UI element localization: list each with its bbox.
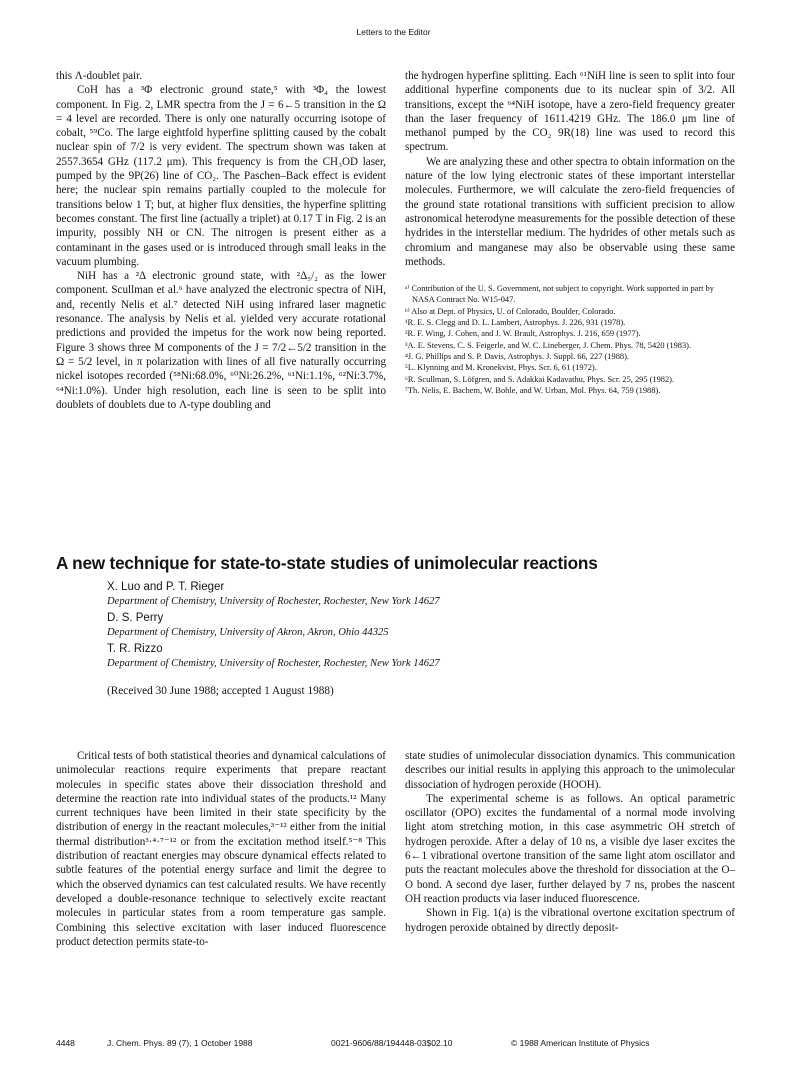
paragraph: state studies of unimolecular dissociation dynamics. This communication describes our initial results in applying this approach to the unimolecular dissociation of hydrogen peroxide (HOOH). xyxy=(405,750,735,791)
author-group xyxy=(107,642,727,671)
running-head: Letters to the Editor xyxy=(356,27,431,37)
author-affiliation: Department of Chemistry, University of Rochester, Rochester, New York 14627 xyxy=(107,596,440,607)
copyright-notice: © 1988 American Institute of Physics xyxy=(511,1038,650,1048)
paragraph: Critical tests of both statistical theories and dynamical calculations of unimolecular reactions require experiments that prepare reactant molecules in specific states above their dissociation threshold and determine the reaction rate into individual states of the products.¹² Many current techniques have been limited in their state specificity by the distribution of energy in the reactant molecules,³⁻¹² either from the initial thermal distribution³·⁴·⁷⁻¹² or from the excitation method itself.⁵⁻⁸ This distribution of reactant energies may obscure dynamical effects related to subtle features of the potential energy surface and limit the degree to which the observed dynamics can test calculated results. We have recently developed a double-resonance technique to selectively excite reactant molecules in particular states from a room temperature gas sample. Combining this selective excitation with laser induced fluorescence product detection permits state-to- xyxy=(56,750,386,948)
footnote: ⁶R. Scullman, S. Löfgren, and S. Adakkai Kadavathu, Phys. Scr. 25, 295 (1982). xyxy=(405,374,675,384)
page-number: 4448 xyxy=(56,1038,75,1048)
page-footer xyxy=(0,1038,787,1052)
footnote: ²R. F. Wing, J. Cohen, and J. W. Brault, Astrophys. J. 216, 659 (1977). xyxy=(405,329,641,339)
footnote: ⁴J. G. Phillips and S. P. Davis, Astrophys. J. Suppl. 66, 227 (1988). xyxy=(405,351,629,361)
article-title: A new technique for state-to-state studies of unimolecular reactions xyxy=(56,553,598,573)
prev-article-left-column xyxy=(56,69,386,412)
paragraph: NiH has a ²Δ electronic ground state, with ²Δ₅/₂ as the lower component. Scullman et al.⁶ have analyzed the electronic spectra of NiH, and, recently Nelis et al.⁷ detected NiH using infrared laser magnetic resonance. The analysis by Nelis et al. yielded very accurate rotational predictions and provided the impetus for the work now being reported. Figure 3 shows three M components of the J = 7/2←5/2 transition in the Ω = 5/2 level, in π polarization with lines of all five naturally occurring nickel isotopes recorded (⁵⁸Ni:68.0%, ⁶⁰Ni:26.2%, ⁶¹Ni:1.1%, ⁶²Ni:3.7%, ⁶⁴Ni:1.0%). Under high resolution, each line is seen to be split into doublets of doublets due to Λ-type doubling and xyxy=(56,270,386,411)
author-name: D. S. Perry xyxy=(107,612,164,624)
author-group xyxy=(107,580,727,609)
article-right-column xyxy=(405,749,735,935)
author-name: X. Luo and P. T. Rieger xyxy=(107,581,225,593)
article-code: 0021-9606/88/194448-03$02.10 xyxy=(331,1038,453,1048)
footnote: ¹R. E. S. Clegg and D. L. Lambert, Astrophys. J. 226, 931 (1978). xyxy=(405,318,626,328)
author-affiliation: Department of Chemistry, University of Rochester, Rochester, New York 14627 xyxy=(107,658,440,669)
paragraph: CoH has a ³Φ electronic ground state,⁵ with ³Φ₄ the lowest component. In Fig. 2, LMR spectra from the J = 6←5 transition in the Ω = 4 level are recorded. There is only one naturally occurring isotope of cobalt, ⁵⁹Co. The large eightfold hyperfine splitting caused by the cobalt nuclear spin of 7/2 is very evident. The spectrum shown was taken at 2557.3654 GHz (117.2 μm). This frequency is from the CH₃OD laser, pumped by the 9P(26) line of CO₂. The Paschen–Back effect is evident here; the nuclear spin remains partially coupled to the molecule for transitions below 1 T; but, at higher flux densities, the hyperfine splitting becomes constant. The first line (actually a triplet) at 0.17 T in Fig. 2 is an impurity, possibly NH or CN. The nitrogen is present either as a contaminant in the gases used or is introduced through small leaks in the vacuum plumbing. xyxy=(56,84,386,268)
author-group xyxy=(107,611,727,640)
paragraph: Shown in Fig. 1(a) is the vibrational overtone excitation spectrum of hydrogen peroxide obtained by directly deposit- xyxy=(405,907,735,934)
received-date: (Received 30 June 1988; accepted 1 August 1988) xyxy=(107,685,334,697)
journal-citation: J. Chem. Phys. 89 (7), 1 October 1988 xyxy=(107,1038,253,1048)
paragraph: The experimental scheme is as follows. An optical parametric oscillator (OPO) excites the fundamental of a normal mode involving light atom stretching motion, in this case asymmetric OH stretch of hydrogen peroxide. After a delay of 10 ns, a visible dye laser excites the 6←1 vibrational overtone transition of the same light atom oscillator and puts the reactant molecules above the threshold for dissociation at the O–O bond. A second dye laser, further delayed by 7 ns, probes the nascent OH reaction products via laser induced fluorescence. xyxy=(405,792,735,905)
footnote: ᵃ⁾ Contribution of the U. S. Government, not subject to copyright. Work supported in part by NASA Contract No. W15-047. xyxy=(405,284,714,305)
author-block xyxy=(107,580,727,673)
author-affiliation: Department of Chemistry, University of Akron, Akron, Ohio 44325 xyxy=(107,627,389,638)
paragraph: this Λ-doublet pair. xyxy=(56,70,142,82)
footnotes xyxy=(405,283,735,396)
author-name: T. R. Rizzo xyxy=(107,643,163,655)
prev-article-right-column xyxy=(405,69,735,396)
footnote: ⁵L. Klynning and M. Kronekvist, Phys. Scr. 6, 61 (1972). xyxy=(405,363,597,373)
footnote: ᵇ⁾ Also at Dept. of Physics, U. of Colorado, Boulder, Colorado. xyxy=(405,306,616,316)
paragraph: the hydrogen hyperfine splitting. Each ⁶¹NiH line is seen to split into four additional hyperfine components due to its nuclear spin of 3/2. All transitions, except the ⁶⁴NiH isotope, have a zero-field frequency greater than the laser frequency of 1611.4219 GHz. The 186.0 μm line of methanol pumped by the CO₂ 9R(18) line was used to record this spectrum. xyxy=(405,70,735,154)
footnote: ⁷Th. Nelis, E. Bachem, W. Bohle, and W. Urban, Mol. Phys. 64, 759 (1988). xyxy=(405,385,661,395)
paragraph: We are analyzing these and other spectra to obtain information on the nature of the low lying electronic states of these important interstellar molecules. Furthermore, we will calculate the zero-field frequencies of the ground state rotational transitions with sufficient precision to allow astronomical heterodyne measurements for the possible detection of these hydrides in the interstellar medium. The hydrides of other metals such as chromium and manganese may also be observable using these same methods. xyxy=(405,155,735,268)
article-left-column xyxy=(56,749,386,949)
footnote: ³A. E. Stevens, C. S. Feigerle, and W. C. Lineberger, J. Chem. Phys. 78, 5420 (1983). xyxy=(405,340,692,350)
